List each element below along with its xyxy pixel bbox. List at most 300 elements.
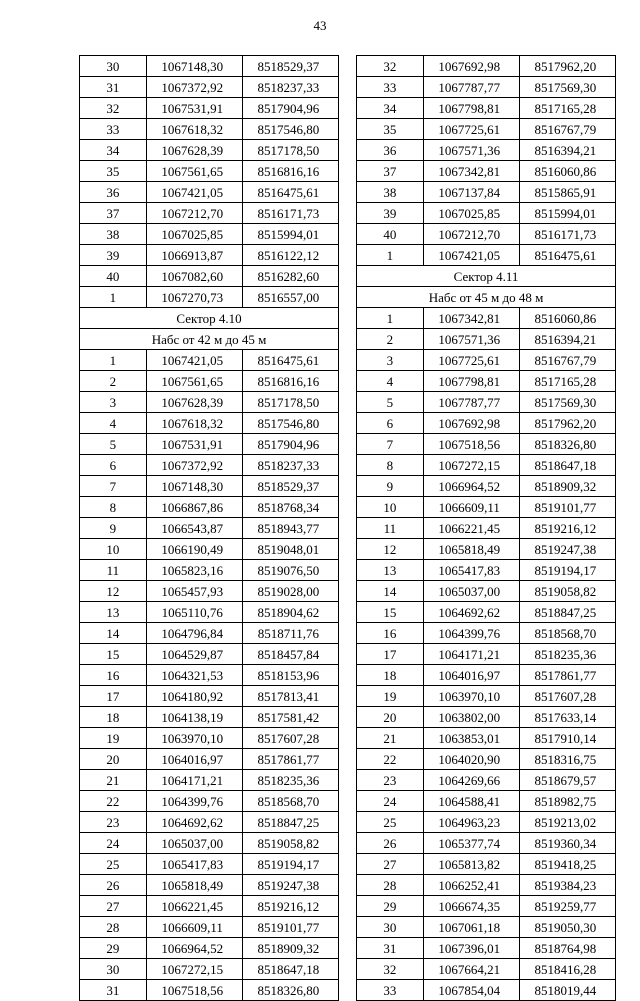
point-number: 33 [357, 980, 424, 1001]
table-row [80, 434, 339, 455]
point-number: 15 [80, 644, 147, 665]
y-coordinate: 8515994,01 [519, 203, 615, 224]
table-row [357, 875, 616, 896]
y-coordinate: 8518235,36 [519, 644, 615, 665]
table-row [357, 497, 616, 518]
point-number: 17 [80, 686, 147, 707]
table-row [80, 560, 339, 581]
x-coordinate: 1064399,76 [423, 623, 519, 644]
point-number: 12 [357, 539, 424, 560]
y-coordinate: 8517581,42 [242, 707, 338, 728]
table-row [80, 518, 339, 539]
y-coordinate: 8516475,61 [242, 350, 338, 371]
sector-heading: Сектор 4.11 [357, 266, 616, 287]
y-coordinate: 8519058,82 [242, 833, 338, 854]
point-number: 7 [357, 434, 424, 455]
table-row [357, 644, 616, 665]
point-number: 26 [357, 833, 424, 854]
point-number: 39 [357, 203, 424, 224]
y-coordinate: 8518904,62 [242, 602, 338, 623]
y-coordinate: 8518529,37 [242, 56, 338, 77]
x-coordinate: 1064171,21 [146, 770, 242, 791]
x-coordinate: 1064016,97 [423, 665, 519, 686]
table-row [80, 959, 339, 980]
x-coordinate: 1067664,21 [423, 959, 519, 980]
point-number: 18 [80, 707, 147, 728]
point-number: 40 [80, 266, 147, 287]
table-row [357, 623, 616, 644]
table-row [357, 560, 616, 581]
x-coordinate: 1067692,98 [423, 413, 519, 434]
point-number: 28 [80, 917, 147, 938]
table-row [357, 371, 616, 392]
table-row [357, 980, 616, 1001]
y-coordinate: 8518568,70 [519, 623, 615, 644]
point-number: 20 [80, 749, 147, 770]
x-coordinate: 1065110,76 [146, 602, 242, 623]
table-row [357, 119, 616, 140]
table-row [80, 602, 339, 623]
table-row [80, 392, 339, 413]
table-row [357, 476, 616, 497]
point-number: 30 [357, 917, 424, 938]
y-coordinate: 8516767,79 [519, 119, 615, 140]
x-coordinate: 1067421,05 [423, 245, 519, 266]
y-coordinate: 8516060,86 [519, 308, 615, 329]
sector-heading: Набс от 45 м до 48 м [357, 287, 616, 308]
y-coordinate: 8516171,73 [242, 203, 338, 224]
x-coordinate: 1067628,39 [146, 140, 242, 161]
table-row [357, 518, 616, 539]
y-coordinate: 8519384,23 [519, 875, 615, 896]
point-number: 14 [357, 581, 424, 602]
y-coordinate: 8518847,25 [242, 812, 338, 833]
x-coordinate: 1067618,32 [146, 413, 242, 434]
point-number: 23 [357, 770, 424, 791]
x-coordinate: 1067148,30 [146, 56, 242, 77]
y-coordinate: 8516060,86 [519, 161, 615, 182]
table-row [357, 245, 616, 266]
x-coordinate: 1067531,91 [146, 434, 242, 455]
point-number: 29 [357, 896, 424, 917]
table-row [80, 875, 339, 896]
y-coordinate: 8517813,41 [242, 686, 338, 707]
point-number: 33 [357, 77, 424, 98]
point-number: 19 [80, 728, 147, 749]
y-coordinate: 8516816,16 [242, 161, 338, 182]
table-row [80, 161, 339, 182]
y-coordinate: 8516394,21 [519, 329, 615, 350]
y-coordinate: 8519101,77 [519, 497, 615, 518]
y-coordinate: 8517178,50 [242, 140, 338, 161]
table-row [357, 392, 616, 413]
point-number: 24 [80, 833, 147, 854]
x-coordinate: 1064796,84 [146, 623, 242, 644]
x-coordinate: 1064399,76 [146, 791, 242, 812]
y-coordinate: 8519101,77 [242, 917, 338, 938]
table-row [80, 707, 339, 728]
point-number: 31 [80, 77, 147, 98]
point-number: 21 [357, 728, 424, 749]
table-row [80, 98, 339, 119]
point-number: 3 [357, 350, 424, 371]
table-row [357, 581, 616, 602]
point-number: 7 [80, 476, 147, 497]
point-number: 6 [357, 413, 424, 434]
point-number: 1 [357, 308, 424, 329]
point-number: 27 [357, 854, 424, 875]
point-number: 10 [80, 539, 147, 560]
x-coordinate: 1067561,65 [146, 371, 242, 392]
sector-heading-row [357, 287, 616, 308]
y-coordinate: 8518416,28 [519, 959, 615, 980]
y-coordinate: 8517546,80 [242, 119, 338, 140]
x-coordinate: 1067082,60 [146, 266, 242, 287]
y-coordinate: 8518326,80 [242, 980, 338, 1001]
y-coordinate: 8517910,14 [519, 728, 615, 749]
table-row [357, 203, 616, 224]
point-number: 34 [357, 98, 424, 119]
table-row [357, 812, 616, 833]
table-row [357, 308, 616, 329]
x-coordinate: 1066543,87 [146, 518, 242, 539]
y-coordinate: 8518237,33 [242, 77, 338, 98]
table-row [80, 812, 339, 833]
x-coordinate: 1067421,05 [146, 182, 242, 203]
table-row [357, 350, 616, 371]
point-number: 9 [80, 518, 147, 539]
sector-heading-row [80, 308, 339, 329]
x-coordinate: 1066609,11 [423, 497, 519, 518]
point-number: 6 [80, 455, 147, 476]
x-coordinate: 1067272,15 [423, 455, 519, 476]
x-coordinate: 1067421,05 [146, 350, 242, 371]
table-row [80, 854, 339, 875]
x-coordinate: 1064321,53 [146, 665, 242, 686]
x-coordinate: 1064963,23 [423, 812, 519, 833]
x-coordinate: 1064269,66 [423, 770, 519, 791]
x-coordinate: 1067628,39 [146, 392, 242, 413]
point-number: 11 [357, 518, 424, 539]
x-coordinate: 1066221,45 [423, 518, 519, 539]
point-number: 31 [357, 938, 424, 959]
point-number: 15 [357, 602, 424, 623]
x-coordinate: 1067212,70 [146, 203, 242, 224]
x-coordinate: 1066913,87 [146, 245, 242, 266]
table-row [80, 455, 339, 476]
y-coordinate: 8516816,16 [242, 371, 338, 392]
y-coordinate: 8518943,77 [242, 518, 338, 539]
sector-heading: Сектор 4.10 [80, 308, 339, 329]
table-row [80, 644, 339, 665]
x-coordinate: 1067854,04 [423, 980, 519, 1001]
x-coordinate: 1067725,61 [423, 350, 519, 371]
y-coordinate: 8517165,28 [519, 98, 615, 119]
x-coordinate: 1065037,00 [423, 581, 519, 602]
x-coordinate: 1067518,56 [146, 980, 242, 1001]
y-coordinate: 8517546,80 [242, 413, 338, 434]
table-row [80, 371, 339, 392]
table-row [357, 728, 616, 749]
table-row [80, 119, 339, 140]
y-coordinate: 8519213,02 [519, 812, 615, 833]
y-coordinate: 8518909,32 [242, 938, 338, 959]
point-number: 12 [80, 581, 147, 602]
x-coordinate: 1066964,52 [423, 476, 519, 497]
x-coordinate: 1065818,49 [146, 875, 242, 896]
point-number: 13 [357, 560, 424, 581]
table-row [357, 665, 616, 686]
point-number: 16 [357, 623, 424, 644]
y-coordinate: 8517861,77 [242, 749, 338, 770]
y-coordinate: 8519259,77 [519, 896, 615, 917]
table-row [357, 791, 616, 812]
table-row [357, 917, 616, 938]
table-row [80, 245, 339, 266]
point-number: 32 [357, 959, 424, 980]
x-coordinate: 1063802,00 [423, 707, 519, 728]
x-coordinate: 1064692,62 [146, 812, 242, 833]
y-coordinate: 8517861,77 [519, 665, 615, 686]
point-number: 24 [357, 791, 424, 812]
x-coordinate: 1065823,16 [146, 560, 242, 581]
table-row [357, 56, 616, 77]
table-row [80, 980, 339, 1001]
y-coordinate: 8516171,73 [519, 224, 615, 245]
table-row [80, 770, 339, 791]
x-coordinate: 1066252,41 [423, 875, 519, 896]
y-coordinate: 8519247,38 [519, 539, 615, 560]
table-row [357, 161, 616, 182]
y-coordinate: 8518235,36 [242, 770, 338, 791]
x-coordinate: 1067531,91 [146, 98, 242, 119]
y-coordinate: 8517904,96 [242, 434, 338, 455]
y-coordinate: 8518326,80 [519, 434, 615, 455]
x-coordinate: 1067692,98 [423, 56, 519, 77]
table-row [80, 476, 339, 497]
table-row [357, 959, 616, 980]
point-number: 25 [357, 812, 424, 833]
table-row [357, 896, 616, 917]
table-row [357, 938, 616, 959]
point-number: 16 [80, 665, 147, 686]
y-coordinate: 8517178,50 [242, 392, 338, 413]
point-number: 1 [80, 287, 147, 308]
x-coordinate: 1067342,81 [423, 308, 519, 329]
point-number: 37 [80, 203, 147, 224]
x-coordinate: 1065813,82 [423, 854, 519, 875]
point-number: 36 [80, 182, 147, 203]
x-coordinate: 1067561,65 [146, 161, 242, 182]
x-coordinate: 1067372,92 [146, 455, 242, 476]
y-coordinate: 8518529,37 [242, 476, 338, 497]
x-coordinate: 1067798,81 [423, 98, 519, 119]
y-coordinate: 8519194,17 [519, 560, 615, 581]
y-coordinate: 8518316,75 [519, 749, 615, 770]
y-coordinate: 8517607,28 [242, 728, 338, 749]
table-row [80, 77, 339, 98]
table-row [357, 686, 616, 707]
y-coordinate: 8519028,00 [242, 581, 338, 602]
y-coordinate: 8516475,61 [519, 245, 615, 266]
point-number: 26 [80, 875, 147, 896]
x-coordinate: 1067787,77 [423, 77, 519, 98]
sector-heading-row [80, 329, 339, 350]
point-number: 23 [80, 812, 147, 833]
x-coordinate: 1067571,36 [423, 329, 519, 350]
point-number: 22 [357, 749, 424, 770]
table-row [80, 938, 339, 959]
point-number: 30 [80, 56, 147, 77]
point-number: 27 [80, 896, 147, 917]
table-row [357, 833, 616, 854]
point-number: 5 [357, 392, 424, 413]
point-number: 36 [357, 140, 424, 161]
x-coordinate: 1067025,85 [423, 203, 519, 224]
x-coordinate: 1067148,30 [146, 476, 242, 497]
y-coordinate: 8518679,57 [519, 770, 615, 791]
sector-heading: Набс от 42 м до 45 м [80, 329, 339, 350]
table-row [357, 434, 616, 455]
y-coordinate: 8519048,01 [242, 539, 338, 560]
x-coordinate: 1066609,11 [146, 917, 242, 938]
x-coordinate: 1065457,93 [146, 581, 242, 602]
point-number: 14 [80, 623, 147, 644]
x-coordinate: 1067212,70 [423, 224, 519, 245]
point-number: 10 [357, 497, 424, 518]
y-coordinate: 8518019,44 [519, 980, 615, 1001]
table-row [357, 140, 616, 161]
y-coordinate: 8516394,21 [519, 140, 615, 161]
point-number: 2 [80, 371, 147, 392]
y-coordinate: 8518764,98 [519, 938, 615, 959]
y-coordinate: 8519050,30 [519, 917, 615, 938]
y-coordinate: 8518647,18 [519, 455, 615, 476]
table-row [357, 455, 616, 476]
y-coordinate: 8518847,25 [519, 602, 615, 623]
x-coordinate: 1067372,92 [146, 77, 242, 98]
y-coordinate: 8515994,01 [242, 224, 338, 245]
point-number: 18 [357, 665, 424, 686]
coordinates-table-left [79, 55, 339, 1001]
point-number: 25 [80, 854, 147, 875]
x-coordinate: 1066190,49 [146, 539, 242, 560]
x-coordinate: 1065037,00 [146, 833, 242, 854]
table-row [80, 140, 339, 161]
x-coordinate: 1066221,45 [146, 896, 242, 917]
table-row [357, 224, 616, 245]
table-row [357, 602, 616, 623]
x-coordinate: 1067137,84 [423, 182, 519, 203]
point-number: 33 [80, 119, 147, 140]
x-coordinate: 1065818,49 [423, 539, 519, 560]
point-number: 8 [80, 497, 147, 518]
x-coordinate: 1067025,85 [146, 224, 242, 245]
table-row [80, 665, 339, 686]
table-row [80, 791, 339, 812]
point-number: 11 [80, 560, 147, 581]
y-coordinate: 8516122,12 [242, 245, 338, 266]
table-row [357, 329, 616, 350]
x-coordinate: 1067396,01 [423, 938, 519, 959]
x-coordinate: 1064171,21 [423, 644, 519, 665]
point-number: 38 [80, 224, 147, 245]
table-row [357, 77, 616, 98]
table-row [357, 98, 616, 119]
x-coordinate: 1067798,81 [423, 371, 519, 392]
x-coordinate: 1067270,73 [146, 287, 242, 308]
point-number: 35 [357, 119, 424, 140]
y-coordinate: 8518768,34 [242, 497, 338, 518]
table-row [80, 581, 339, 602]
y-coordinate: 8518711,76 [242, 623, 338, 644]
y-coordinate: 8518568,70 [242, 791, 338, 812]
table-row [80, 266, 339, 287]
y-coordinate: 8516767,79 [519, 350, 615, 371]
x-coordinate: 1063970,10 [146, 728, 242, 749]
y-coordinate: 8517165,28 [519, 371, 615, 392]
x-coordinate: 1065377,74 [423, 833, 519, 854]
point-number: 29 [80, 938, 147, 959]
table-row [80, 350, 339, 371]
y-coordinate: 8519418,25 [519, 854, 615, 875]
x-coordinate: 1063853,01 [423, 728, 519, 749]
y-coordinate: 8518153,96 [242, 665, 338, 686]
point-number: 1 [80, 350, 147, 371]
table-row [80, 182, 339, 203]
y-coordinate: 8517607,28 [519, 686, 615, 707]
point-number: 39 [80, 245, 147, 266]
x-coordinate: 1066867,86 [146, 497, 242, 518]
table-row [80, 749, 339, 770]
y-coordinate: 8519058,82 [519, 581, 615, 602]
y-coordinate: 8519247,38 [242, 875, 338, 896]
point-number: 21 [80, 770, 147, 791]
point-number: 8 [357, 455, 424, 476]
y-coordinate: 8519216,12 [242, 896, 338, 917]
x-coordinate: 1067342,81 [423, 161, 519, 182]
y-coordinate: 8519076,50 [242, 560, 338, 581]
point-number: 3 [80, 392, 147, 413]
y-coordinate: 8518457,84 [242, 644, 338, 665]
point-number: 19 [357, 686, 424, 707]
point-number: 9 [357, 476, 424, 497]
x-coordinate: 1065417,83 [423, 560, 519, 581]
x-coordinate: 1064020,90 [423, 749, 519, 770]
table-row [80, 728, 339, 749]
x-coordinate: 1064016,97 [146, 749, 242, 770]
y-coordinate: 8516282,60 [242, 266, 338, 287]
point-number: 40 [357, 224, 424, 245]
table-row [80, 497, 339, 518]
point-number: 20 [357, 707, 424, 728]
point-number: 13 [80, 602, 147, 623]
y-coordinate: 8516557,00 [242, 287, 338, 308]
table-row [80, 686, 339, 707]
x-coordinate: 1066674,35 [423, 896, 519, 917]
y-coordinate: 8518647,18 [242, 959, 338, 980]
table-row [80, 896, 339, 917]
table-row [357, 707, 616, 728]
point-number: 35 [80, 161, 147, 182]
x-coordinate: 1067061,18 [423, 917, 519, 938]
x-coordinate: 1064692,62 [423, 602, 519, 623]
y-coordinate: 8517962,20 [519, 413, 615, 434]
table-row [80, 833, 339, 854]
point-number: 4 [357, 371, 424, 392]
table-row [357, 413, 616, 434]
point-number: 22 [80, 791, 147, 812]
